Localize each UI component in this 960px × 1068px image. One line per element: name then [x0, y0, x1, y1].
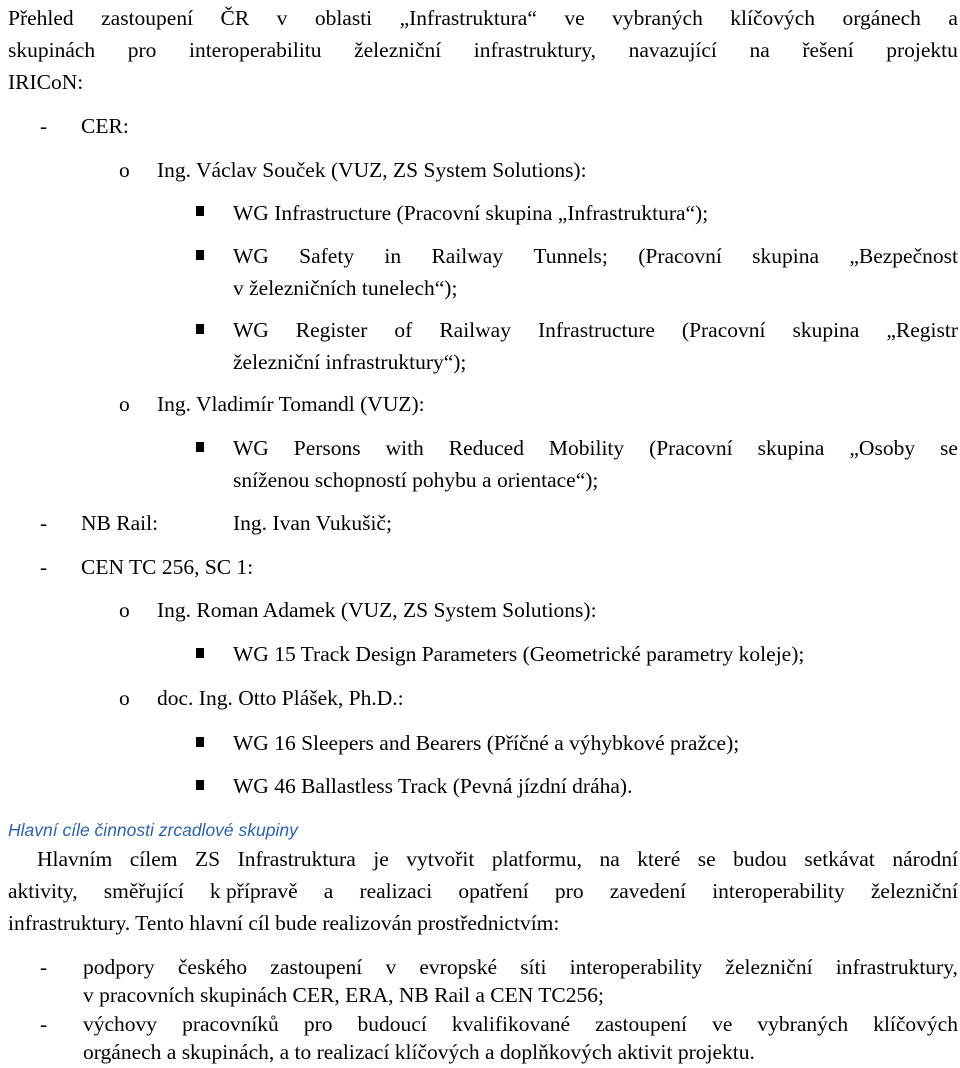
- word: (Pracovní: [681, 318, 766, 342]
- word: skupina: [757, 436, 825, 460]
- section-heading: Hlavní cíle činnosti zrcadlové skupiny: [8, 820, 298, 840]
- word: interoperability: [712, 879, 845, 903]
- word: které: [637, 847, 681, 871]
- cer-wg-4-line-1: [233, 438, 958, 460]
- word: směřující: [103, 879, 184, 903]
- word: cílem: [129, 847, 178, 871]
- word: zastoupení: [101, 6, 194, 30]
- bullet-2-line-1: [83, 1014, 958, 1036]
- cen-wg-2: WG 16 Sleepers and Bearers (Příčné a výhybkové pražce);: [233, 731, 740, 755]
- word: skupinách: [8, 38, 96, 62]
- word: vytvořit: [406, 847, 475, 871]
- word: na: [599, 847, 620, 871]
- circle-marker: o: [119, 598, 130, 622]
- word: Infrastruktura: [237, 847, 356, 871]
- paragraph-line-2: [8, 881, 958, 903]
- word: se: [940, 436, 958, 460]
- word: „Registr: [886, 318, 958, 342]
- paragraph-line-3: infrastruktury. Tento hlavní cíl bude realizován prostřednictvím:: [8, 911, 560, 935]
- cer-wg-2-line-2: v železničních tunelech“);: [233, 276, 458, 300]
- square-bullet-icon: [196, 648, 204, 658]
- nbrail-person: Ing. Ivan Vukušič;: [233, 511, 392, 535]
- word: aktivity,: [8, 879, 78, 903]
- word: infrastruktury,: [835, 955, 958, 979]
- square-bullet-icon: [196, 737, 204, 747]
- square-bullet-icon: [196, 324, 204, 334]
- word: WG: [233, 436, 269, 460]
- word: Reduced: [448, 436, 524, 460]
- word: interoperabilitu: [188, 38, 322, 62]
- word: „Bezpečnost: [849, 244, 958, 268]
- word: opatření: [458, 879, 529, 903]
- cen-label: CEN TC 256, SC 1:: [81, 555, 254, 579]
- word: realizaci: [359, 879, 433, 903]
- bullet-2-line-2: orgánech a skupinách, a to realizací klíčových a doplňkových aktivit projektu.: [83, 1040, 755, 1064]
- word: železniční: [725, 955, 813, 979]
- word: ZS: [194, 847, 221, 871]
- cen-person-1: Ing. Roman Adamek (VUZ, ZS System Solutions):: [157, 598, 597, 622]
- cer-wg-1: WG Infrastructure (Pracovní skupina „Infrastruktura“);: [233, 201, 709, 225]
- word: ve: [564, 6, 585, 30]
- bullet-1-line-2: v pracovních skupinách CER, ERA, NB Rail a CEN TC256;: [83, 983, 604, 1007]
- word: projektu: [886, 38, 958, 62]
- dash-marker: -: [40, 114, 48, 138]
- word: zastoupení: [270, 955, 363, 979]
- word: Infrastructure: [537, 318, 655, 342]
- dash-marker: -: [40, 555, 48, 579]
- word: oblasti: [314, 6, 373, 30]
- word: Persons: [293, 436, 361, 460]
- cer-wg-3-line-1: [233, 320, 958, 342]
- word: platformu,: [491, 847, 583, 871]
- word: síti: [520, 955, 547, 979]
- cer-label: CER:: [81, 114, 129, 138]
- word: železniční: [870, 879, 958, 903]
- word: orgánech: [842, 6, 921, 30]
- word: skupina: [792, 318, 860, 342]
- word: zastoupení: [595, 1012, 688, 1036]
- word: of: [394, 318, 413, 342]
- word: klíčových: [873, 1012, 958, 1036]
- word: pro: [554, 879, 584, 903]
- word: pro: [303, 1012, 333, 1036]
- word: in: [384, 244, 402, 268]
- intro-line-3: IRICoN:: [8, 70, 84, 94]
- word: „Osoby: [849, 436, 916, 460]
- word: je: [373, 847, 389, 871]
- word: (Pracovní: [638, 244, 722, 268]
- word: národní: [892, 847, 958, 871]
- word: Přehled: [8, 6, 74, 30]
- word: with: [385, 436, 424, 460]
- word: interoperability: [569, 955, 703, 979]
- nbrail-label: NB Rail:: [81, 511, 159, 535]
- cer-person-1: Ing. Václav Souček (VUZ, ZS System Solutions):: [157, 158, 587, 182]
- word: a: [948, 6, 958, 30]
- word: Safety: [299, 244, 355, 268]
- word: na: [749, 38, 770, 62]
- word: vybraných: [757, 1012, 849, 1036]
- word: budou: [733, 847, 787, 871]
- word: pro: [127, 38, 157, 62]
- word: WG: [233, 318, 269, 342]
- cer-wg-3-line-2: železniční infrastruktury“);: [233, 350, 467, 374]
- word: a: [323, 879, 334, 903]
- word: výchovy: [83, 1012, 158, 1036]
- square-bullet-icon: [196, 780, 204, 790]
- cen-person-2: doc. Ing. Otto Plášek, Ph.D.:: [157, 686, 404, 710]
- word: WG: [233, 244, 269, 268]
- cer-wg-2-line-1: [233, 246, 958, 268]
- word: ve: [712, 1012, 733, 1036]
- word: kvalifikované: [451, 1012, 571, 1036]
- word: zavedení: [609, 879, 687, 903]
- word: setkávat: [804, 847, 875, 871]
- circle-marker: o: [119, 158, 130, 182]
- word: Tunnels;: [533, 244, 608, 268]
- word: klíčových: [730, 6, 816, 30]
- word: budoucí: [357, 1012, 427, 1036]
- square-bullet-icon: [196, 442, 204, 452]
- word: (Pracovní: [649, 436, 733, 460]
- word: Mobility: [548, 436, 625, 460]
- intro-line-1: [8, 8, 958, 30]
- bullet-1-line-1: [83, 957, 958, 979]
- word: vybraných: [612, 6, 703, 30]
- word: Railway: [439, 318, 511, 342]
- word: v: [385, 955, 397, 979]
- word: pracovníků: [182, 1012, 279, 1036]
- cen-wg-3: WG 46 Ballastless Track (Pevná jízdní dráha).: [233, 774, 633, 798]
- intro-line-2: [8, 40, 958, 62]
- word: se: [697, 847, 716, 871]
- word: řešení: [802, 38, 854, 62]
- word: podpory: [83, 955, 155, 979]
- word: českého: [177, 955, 248, 979]
- word: ČR: [220, 6, 250, 30]
- word: skupina: [752, 244, 819, 268]
- dash-marker: -: [40, 955, 48, 979]
- word: k přípravě: [209, 879, 298, 903]
- word: navazující: [628, 38, 717, 62]
- paragraph-line-1: [37, 849, 958, 871]
- word: v: [276, 6, 288, 30]
- dash-marker: -: [40, 511, 48, 535]
- cer-wg-4-line-2: sníženou schopností pohybu a orientace“);: [233, 468, 599, 492]
- circle-marker: o: [119, 392, 130, 416]
- word: infrastruktury,: [473, 38, 596, 62]
- dash-marker: -: [40, 1012, 48, 1036]
- word: evropské: [419, 955, 497, 979]
- cen-wg-1: WG 15 Track Design Parameters (Geometrické parametry koleje);: [233, 642, 805, 666]
- word: Railway: [431, 244, 504, 268]
- square-bullet-icon: [196, 250, 204, 260]
- cer-person-2: Ing. Vladimír Tomandl (VUZ):: [157, 392, 425, 416]
- circle-marker: o: [119, 686, 130, 710]
- square-bullet-icon: [196, 206, 204, 216]
- word: „Infrastruktura“: [399, 6, 537, 30]
- word: Hlavním: [37, 847, 113, 871]
- word: železniční: [354, 38, 442, 62]
- word: Register: [295, 318, 368, 342]
